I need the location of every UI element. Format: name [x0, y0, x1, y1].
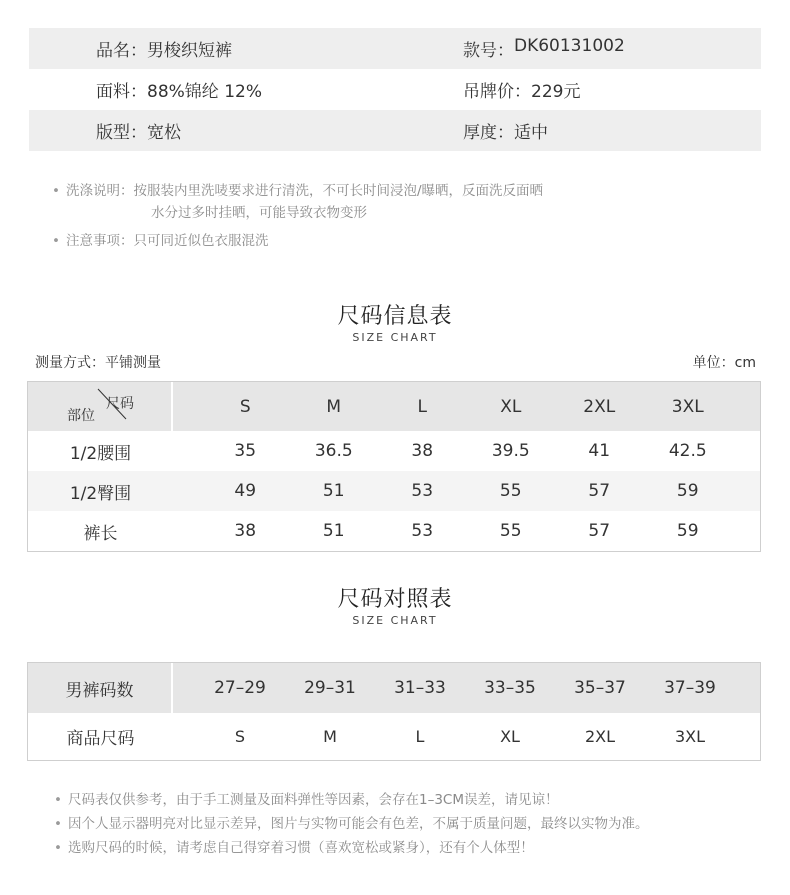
table-cell: 55: [499, 521, 522, 541]
part-label: 裤长: [83, 523, 118, 544]
size-header: S: [239, 396, 251, 417]
table-cell: 57: [588, 481, 611, 501]
size-header: M: [326, 396, 342, 417]
size-header: XL: [500, 396, 522, 417]
product-size: S: [234, 727, 246, 746]
table-cell: 35: [234, 441, 257, 461]
thickness-label: 厚度：: [463, 123, 514, 143]
table-cell: 55: [499, 481, 522, 501]
info-row-fabric: [29, 69, 761, 110]
size-compare-subtitle: SIZE CHART: [352, 614, 438, 627]
fabric-label: 面料：: [96, 82, 147, 102]
product-size: L: [415, 727, 425, 746]
size-header-row: [28, 382, 760, 431]
table-row: [28, 511, 760, 551]
corner-part-label: 部位: [67, 407, 95, 424]
product-size: 2XL: [584, 727, 616, 746]
table-cell: 59: [676, 521, 699, 541]
table-cell: 39.5: [491, 441, 530, 461]
compare-header-row: [28, 663, 760, 713]
size-info-subtitle: SIZE CHART: [352, 331, 438, 344]
disclaimer-notes: [54, 788, 649, 860]
measure-method: 测量方式：平铺测量: [35, 355, 161, 371]
product-info-table: [29, 28, 761, 151]
table-cell: 57: [588, 521, 611, 541]
attention-text: 只可同近似色衣服混洗: [133, 233, 269, 249]
fit-label: 版型：: [96, 123, 147, 143]
corner-size-label: 尺码: [106, 395, 134, 412]
pants-size-range: 37–39: [664, 678, 716, 698]
pants-size-range: 35–37: [574, 678, 626, 698]
size-info-heading: [0, 303, 790, 345]
diagonal-line: [28, 383, 173, 431]
table-cell: 53: [411, 481, 434, 501]
bullet-icon: •: [52, 233, 60, 249]
size-info-table: [27, 381, 761, 552]
size-header: 3XL: [671, 396, 704, 417]
attention-note: [52, 230, 543, 252]
table-cell: 38: [234, 521, 257, 541]
table-cell: 36.5: [314, 441, 353, 461]
list-item: [54, 788, 649, 812]
care-notes: [52, 180, 543, 252]
thickness-value: 适中: [514, 123, 548, 143]
wash-text: 按服装内里洗唛要求进行清洗，不可长时间浸泡/曝晒，反面洗反面晒: [133, 183, 544, 199]
table-row: [28, 431, 760, 471]
size-header: L: [417, 396, 427, 417]
pants-size-range: 29–31: [304, 678, 356, 698]
wash-label: 洗涤说明：: [66, 183, 134, 199]
disclaimer-text: 因个人显示器明亮对比显示差异，图片与实物可能会有色差，不属于质量问题，最终以实物为准。: [68, 816, 649, 832]
list-item: [54, 836, 649, 860]
product-size: 3XL: [674, 727, 706, 746]
table-cell: 42.5: [668, 441, 707, 461]
tag-price-value: 229元: [531, 82, 581, 102]
size-info-title: 尺码信息表: [337, 304, 453, 329]
fit-value: 宽松: [147, 123, 181, 143]
product-name-label: 品名：: [96, 41, 147, 61]
product-size: XL: [500, 727, 520, 746]
product-size-label: 商品尺码: [66, 729, 135, 749]
product-name-value: 男梭织短裤: [147, 41, 232, 61]
table-cell: 38: [411, 441, 434, 461]
table-cell: 49: [234, 481, 257, 501]
part-label: 1/2臀围: [69, 483, 132, 504]
size-compare-title: 尺码对照表: [337, 587, 453, 612]
pants-size-label: 男裤码数: [28, 663, 173, 713]
size-header: 2XL: [583, 396, 616, 417]
style-number-value: DK60131002: [514, 36, 625, 56]
list-item: [54, 812, 649, 836]
table-cell: 51: [322, 481, 345, 501]
size-compare-table: [27, 662, 761, 761]
disclaimer-text: 选购尺码的时候，请考虑自己得穿着习惯（喜欢宽松或紧身），还有个人体型！: [68, 840, 534, 856]
table-cell: 51: [322, 521, 345, 541]
table-cell: 53: [411, 521, 434, 541]
fabric-value: 88%锦纶 12%: [147, 82, 262, 102]
style-number-label: 款号：: [463, 41, 514, 61]
pants-size-range: 31–33: [394, 678, 446, 698]
bullet-icon: •: [54, 792, 62, 808]
product-size: M: [323, 727, 337, 746]
wash-text-continued: 水分过多时挂晒，可能导致衣物变形: [151, 205, 367, 221]
bullet-icon: •: [54, 840, 62, 856]
table-cell: 59: [676, 481, 699, 501]
size-compare-heading: [0, 586, 790, 628]
table-cell: 41: [588, 441, 611, 461]
compare-row: [28, 713, 760, 760]
attention-label: 注意事项：: [66, 233, 134, 249]
tag-price-label: 吊牌价：: [463, 82, 531, 102]
info-row-name: [29, 28, 761, 69]
pants-size-range: 27–29: [214, 678, 266, 698]
corner-cell: [28, 382, 173, 431]
part-label: 1/2腰围: [69, 443, 132, 464]
bullet-icon: •: [54, 816, 62, 832]
bullet-icon: •: [52, 183, 60, 199]
wash-note: [52, 180, 543, 202]
table-row: [28, 471, 760, 511]
info-row-fit: [29, 110, 761, 151]
disclaimer-text: 尺码表仅供参考，由于手工测量及面料弹性等因素，会存在1–3CM误差，请见谅！: [68, 792, 559, 808]
pants-size-range: 33–35: [484, 678, 536, 698]
measure-unit: 单位：cm: [692, 355, 756, 371]
